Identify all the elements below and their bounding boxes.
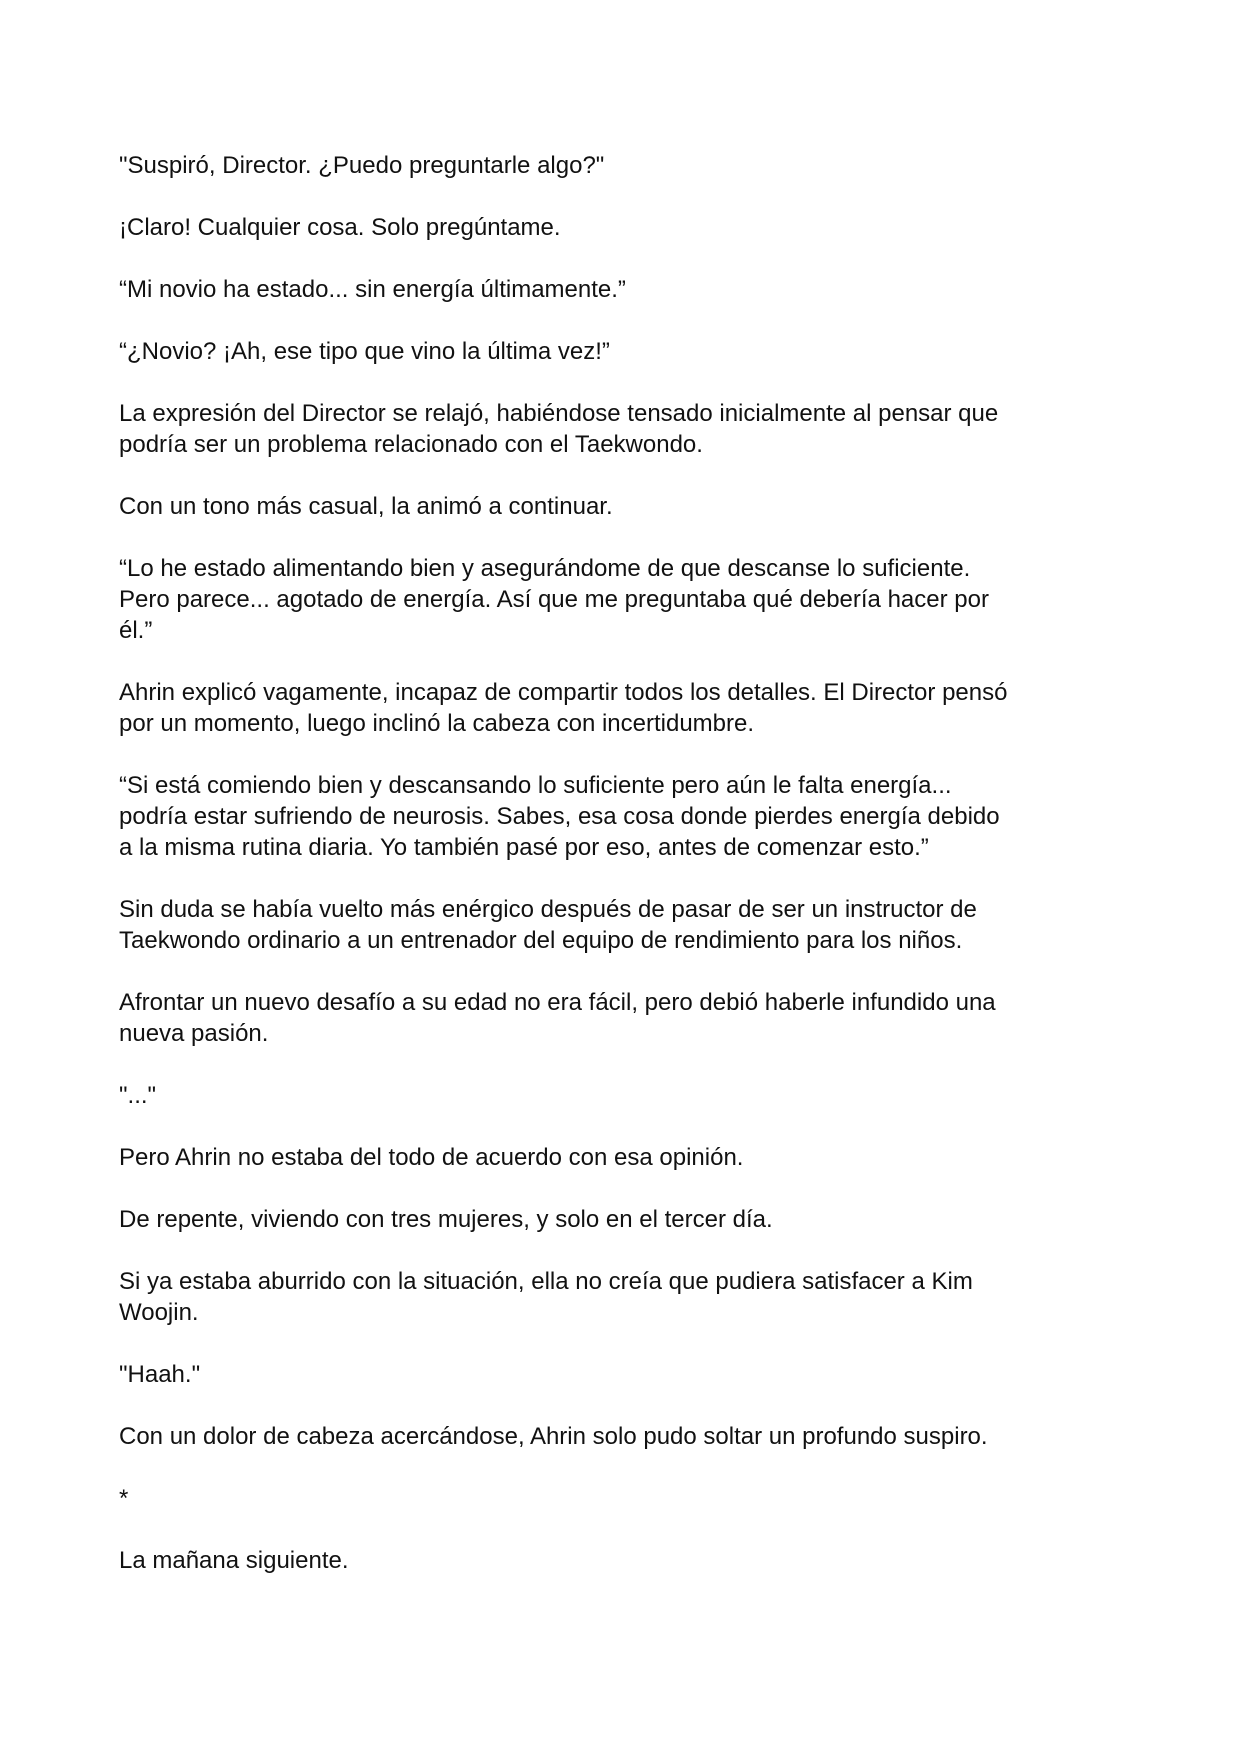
document-body	[119, 150, 1129, 1607]
paragraph: La mañana siguiente.	[119, 1547, 349, 1574]
paragraph: Ahrin explicó vagamente, incapaz de compartir todos los detalles. El Director pensó por un momento, luego inclinó la cabeza con incertidumbre.	[119, 679, 1008, 737]
paragraph: De repente, viviendo con tres mujeres, y solo en el tercer día.	[119, 1206, 773, 1233]
paragraph: La expresión del Director se relajó, habiéndose tensado inicialmente al pensar que podría ser un problema relacionado con el Taekwondo.	[119, 400, 999, 458]
paragraph: Afrontar un nuevo desafío a su edad no era fácil, pero debió haberle infundido una nueva pasión.	[119, 989, 996, 1047]
paragraph: Si ya estaba aburrido con la situación, ella no creía que pudiera satisfacer a Kim Woojin.	[119, 1268, 973, 1326]
scene-break: *	[119, 1485, 129, 1512]
paragraph: “Mi novio ha estado... sin energía últimamente.”	[119, 276, 626, 303]
paragraph: Con un dolor de cabeza acercándose, Ahrin solo pudo soltar un profundo suspiro.	[119, 1423, 988, 1450]
paragraph: ¡Claro! Cualquier cosa. Solo pregúntame.	[119, 214, 561, 241]
paragraph: Sin duda se había vuelto más enérgico después de pasar de ser un instructor de Taekwondo ordinario a un entrenador del equipo de rendimiento para los niños.	[119, 896, 977, 954]
paragraph: Pero Ahrin no estaba del todo de acuerdo con esa opinión.	[119, 1144, 744, 1171]
paragraph: “Si está comiendo bien y descansando lo suficiente pero aún le falta energía... podría estar sufriendo de neurosis. Sabes, esa cosa donde pierdes energía debido a la misma rutina diaria. Yo también pasé por eso, antes de comenzar esto.”	[119, 772, 1000, 861]
paragraph: "..."	[119, 1082, 157, 1109]
paragraph: “Lo he estado alimentando bien y asegurándome de que descanse lo suficiente. Pero parece... agotado de energía. Así que me preguntaba qué debería hacer por él.”	[119, 555, 989, 644]
paragraph: Con un tono más casual, la animó a continuar.	[119, 493, 613, 520]
paragraph: "Haah."	[119, 1361, 201, 1388]
paragraph: “¿Novio? ¡Ah, ese tipo que vino la última vez!”	[119, 338, 610, 365]
paragraph: "Suspiró, Director. ¿Puedo preguntarle algo?"	[119, 152, 605, 179]
